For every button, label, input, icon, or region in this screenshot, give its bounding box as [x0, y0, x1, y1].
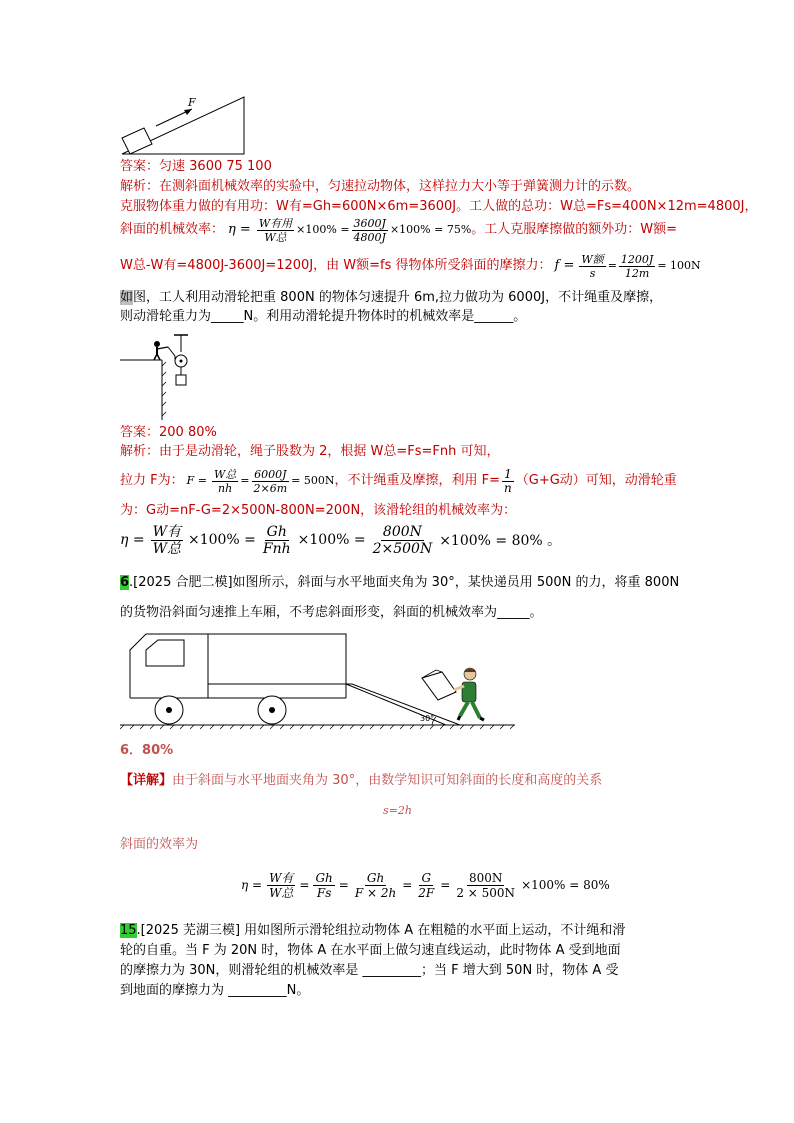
one-over-n: $\frac{1}{n}$	[504, 466, 512, 495]
pulley-figure	[120, 332, 200, 422]
length-height-relation: s=2h	[383, 804, 412, 817]
truck-ramp-figure	[120, 628, 680, 732]
question-pulley-line-2: 则动滑轮重力为_____N。利用动滑轮提升物体时的机械效率是______。	[120, 309, 527, 324]
f-end: = 100N	[657, 259, 701, 272]
question-number-15: 15	[120, 923, 137, 938]
detail-tag: 【详解】	[120, 773, 173, 788]
question-15-text-1: .[2025 芜湖三模] 用如图所示滑轮组拉动物体 A 在粗糙的水平面上运动，不计绳和滑	[136, 923, 626, 938]
incline-efficiency-formula: η = $\frac{\text{W有}}{\text{W总}}$ = $\frac{Gh}{Fs}$ = $\frac{Gh}{F \times 2h}$ = $\frac{G}{2F}$ = $\frac{800N}{2 \times 500N}$ ×100% = 80%	[241, 870, 610, 900]
answer-6: 6．80%	[120, 743, 174, 758]
question-15-line-4: 到地面的摩擦力为 _________N。	[120, 983, 310, 998]
answer-line-2	[120, 424, 217, 442]
analysis-line-3	[120, 216, 677, 244]
answer-line-1	[120, 158, 272, 176]
answer-label: 答案：	[120, 159, 160, 174]
question-marker: 如	[120, 290, 134, 305]
question-15-line-1	[120, 922, 625, 940]
f-frac-2: $\frac{1200J}{12m}$	[620, 252, 654, 280]
eta-symbol: η =	[228, 222, 251, 237]
angle-label: 30°	[420, 714, 435, 723]
F-frac-2: $\frac{6000J}{2\times 6m}$	[253, 467, 288, 495]
F-symbol: F =	[186, 474, 207, 487]
question-text: 图，工人利用动滑轮把重 800N 的物体匀速提升 6m,拉力做功为 6000J，不计绳重及摩擦，	[133, 290, 663, 305]
question-15-line-2: 轮的自重。当 F 为 20N 时，物体 A 在水平面上做匀速直线运动，此时物体 A 受到地面	[120, 943, 621, 958]
analysis-line-2: 克服物体重力做的有用功：W有=Gh=600N×6m=3600J。工人做的总功：W总=Fs=400N×12m=4800J，	[120, 199, 758, 214]
pulley-efficiency-formula: η = $\frac{\text{W有}}{\text{W总}}$ ×100% = $\frac{Gh}{\text{Fnh}}$ ×100% = $\frac{800N}{2\times 500N}$ ×100% = 80% 。	[120, 523, 562, 557]
answer-values: 匀速 3600 75 100	[159, 159, 272, 174]
analysis-line-4: W总-W有=4800J-3600J=1200J，由 W额=fs 得物体所受斜面的摩擦力： f = $\frac{\text{W额}}{s}$ = $\frac{1200J}{12m}$ = 100N	[120, 252, 701, 280]
eta-end: ×100% = 75%	[389, 223, 472, 236]
answer-label-2: 答案：	[120, 425, 160, 440]
force-label: F	[188, 96, 196, 109]
detail-text: 由于斜面与水平地面夹角为 30°，由数学知识可知斜面的长度和高度的关系	[172, 773, 603, 788]
f-frac-1: $\frac{\text{W额}}{s}$	[581, 252, 604, 280]
eta-mid: ×100% =	[296, 223, 350, 236]
f-symbol: f =	[554, 258, 575, 273]
analysis2-line-2: 拉力 F为： F = $\frac{\text{W总}}{nh}$ = $\frac{6000J}{2\times 6m}$ = 500N ，不计绳重及摩擦，利用 F= $\frac{1}{n}$ （G+G动）可知，动滑轮重	[120, 466, 677, 495]
force-suffix: （G+G动）可知，动滑轮重	[515, 473, 677, 488]
F-frac-1: $\frac{\text{W总}}{nh}$	[213, 467, 237, 495]
efficiency-prefix: 斜面的机械效率：	[120, 222, 225, 237]
efficiency-label: 斜面的效率为	[120, 837, 199, 852]
analysis2-line-1: 解析：由于是动滑轮，绳子股数为 2，根据 W总=Fs=Fnh 可知，	[120, 444, 500, 459]
question-6-line-2: 的货物沿斜面匀速推上车厢，不考虑斜面形变，斜面的机械效率为_____。	[120, 605, 543, 620]
detail-line	[120, 772, 602, 790]
question-number-6: 6	[120, 575, 130, 590]
extra-work-text: 。工人克服摩擦做的额外功：W额=	[471, 222, 678, 237]
question-6-text: .[2025 合肥二模]如图所示，斜面与水平地面夹角为 30°，某快递员用 500N 的力，将重 800N	[129, 575, 680, 590]
question-15-line-3: 的摩擦力为 30N，则滑轮组的机械效率是 _________；当 F 增大到 50N 时，物体 A 受	[120, 963, 619, 978]
force-mid: ，不计绳重及摩擦，利用 F=	[334, 473, 501, 488]
analysis-line-1: 解析：在测斜面机械效率的实验中，匀速拉动物体，这样拉力大小等于弹簧测力计的示数。	[120, 179, 641, 194]
answer-values-2: 200 80%	[159, 425, 217, 440]
force-prefix: 拉力 F为：	[120, 473, 184, 488]
analysis2-line-3: 为：G动=nF-G=2×500N-800N=200N，该滑轮组的机械效率为：	[120, 503, 517, 518]
eta-frac-1: $\frac{\text{W有用}}{\text{W总}}$	[258, 216, 293, 244]
eta-frac-2: $\frac{3600J}{4800J}$	[353, 216, 386, 244]
incline-figure	[118, 96, 248, 158]
question-pulley-line-1	[120, 289, 662, 307]
question-6-line-1	[120, 574, 679, 592]
friction-text: W总-W有=4800J-3600J=1200J，由 W额=fs 得物体所受斜面的摩擦力：	[120, 258, 552, 273]
F-end: = 500N	[291, 474, 335, 487]
